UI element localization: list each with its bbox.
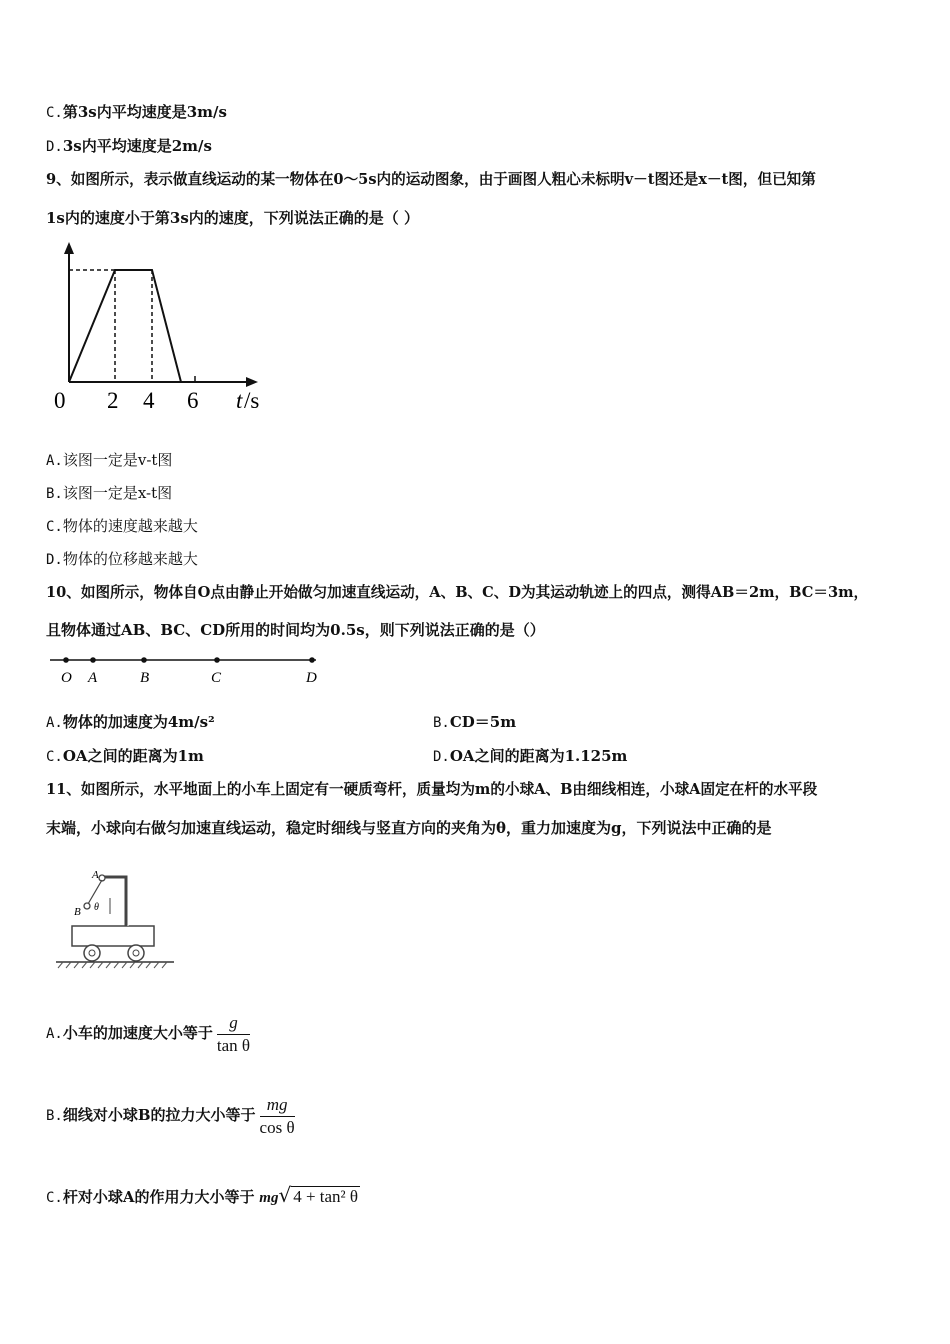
formula-prefix: mg [259,1190,279,1206]
option-text: 小车的加速度大小等于 [62,1024,213,1042]
q9-option-a [46,450,172,471]
string [88,880,102,904]
q10-option-b [433,712,516,733]
bent-rod [102,877,126,926]
option-text: 杆对小球A的作用力大小等于 [62,1188,255,1206]
option-text: OA之间的距离为1.125m [449,747,628,765]
graph-line [69,270,181,382]
option-label: D. [46,552,63,568]
q11-stem-line-2: 末端，小球向右做匀加速直线运动，稳定时细线与竖直方向的夹角为θ，重力加速度为g，下列说法中正确的是 [46,819,772,837]
ground-hatch [58,962,167,968]
option-text: 物体的位移越来越大 [62,550,198,568]
point-label-o: O [61,670,72,686]
label-a: A [92,869,99,881]
point-label-d: D [306,670,317,686]
option-text: OA之间的距离为1m [62,747,204,765]
cart-body [72,926,154,946]
option-d-prev [46,136,212,157]
point-a [90,657,96,663]
fraction-numerator: mg [260,1094,295,1117]
point-c [214,657,220,663]
point-label-b: B [140,670,150,686]
option-text: CD＝5m [449,713,517,731]
q11-option-a [46,1010,250,1057]
q10-option-d [433,746,627,767]
fraction-numerator: g [217,1012,250,1035]
tick-label-0: 0 [54,388,66,413]
fraction [260,1094,295,1139]
point-o [63,657,69,663]
option-label: A. [46,1026,63,1042]
ball-b [84,903,90,909]
option-text: 第3s内平均速度是3m/s [62,103,227,121]
option-label: C. [46,1190,63,1206]
option-label: C. [46,749,63,765]
label-theta: θ [94,902,99,913]
option-c-prev [46,102,227,123]
option-label: B. [46,486,63,502]
fraction [217,1012,250,1057]
q11-cart-figure [52,862,182,974]
option-text: 3s内平均速度是2m/s [62,137,212,155]
option-text: 物体的速度越来越大 [62,517,198,535]
option-label: D. [433,749,450,765]
q10-stem-line-1: 10、如图所示，物体自O点由静止开始做匀加速直线运动，A、B、C、D为其运动轨迹上的四点，测得AB＝2m，BC＝3m， [46,584,869,601]
option-label: A. [46,453,63,469]
tick-label-4: 4 [143,388,155,413]
q10-trajectory-line [46,650,336,690]
point-d [309,657,315,663]
axis-label-unit: /s [244,388,260,413]
option-label: B. [46,1108,63,1124]
option-label: B. [433,715,450,731]
option-label: C. [46,519,63,535]
point-label-c: C [211,670,222,686]
fraction-denominator: tan θ [216,1035,251,1055]
q10-option-a [46,712,215,733]
q9-motion-graph [46,240,276,420]
q11-stem-line-1: 11、如图所示，水平地面上的小车上固定有一硬质弯杆，质量均为m的小球A、B由细线相连，小球A固定在杆的水平段 [46,781,818,798]
label-b: B [74,906,81,918]
wheel-right [128,945,144,961]
q9-option-d [46,549,198,570]
sqrt-sign: √ [278,1183,292,1207]
y-axis-arrow [64,242,74,254]
option-text: 细线对小球B的拉力大小等于 [62,1106,256,1124]
q11-option-b [46,1092,295,1139]
x-axis-arrow [246,377,258,387]
option-text: 该图一定是v-t图 [62,451,173,469]
axis-label-t: t [236,388,243,413]
q10-option-c [46,746,204,767]
q10-stem-line-2: 且物体通过AB、BC、CD所用的时间均为0.5s，则下列说法正确的是（） [46,621,545,639]
option-text: 该图一定是x-t图 [62,484,173,502]
option-text: 物体的加速度为4m/s² [62,713,215,731]
option-label: A. [46,715,63,731]
q9-option-c [46,516,198,537]
point-label-a: A [88,670,98,686]
tick-label-2: 2 [107,388,119,413]
option-label: D. [46,139,63,155]
wheel-left [84,945,100,961]
sqrt-radicand: 4 + tan² θ [293,1187,359,1206]
q9-option-b [46,483,172,504]
fraction-denominator: cos θ [259,1117,295,1137]
q9-stem-line-1: 9、如图所示，表示做直线运动的某一物体在0～5s内的运动图象，由于画图人粗心未标明v－t图还是x－t图，但已知第 [46,171,816,188]
q9-stem-line-2: 1s内的速度小于第3s内的速度，下列说法正确的是（ ） [46,209,419,227]
q11-option-c [46,1180,360,1213]
point-b [141,657,147,663]
option-label: C. [46,105,63,121]
tick-label-6: 6 [187,388,199,413]
